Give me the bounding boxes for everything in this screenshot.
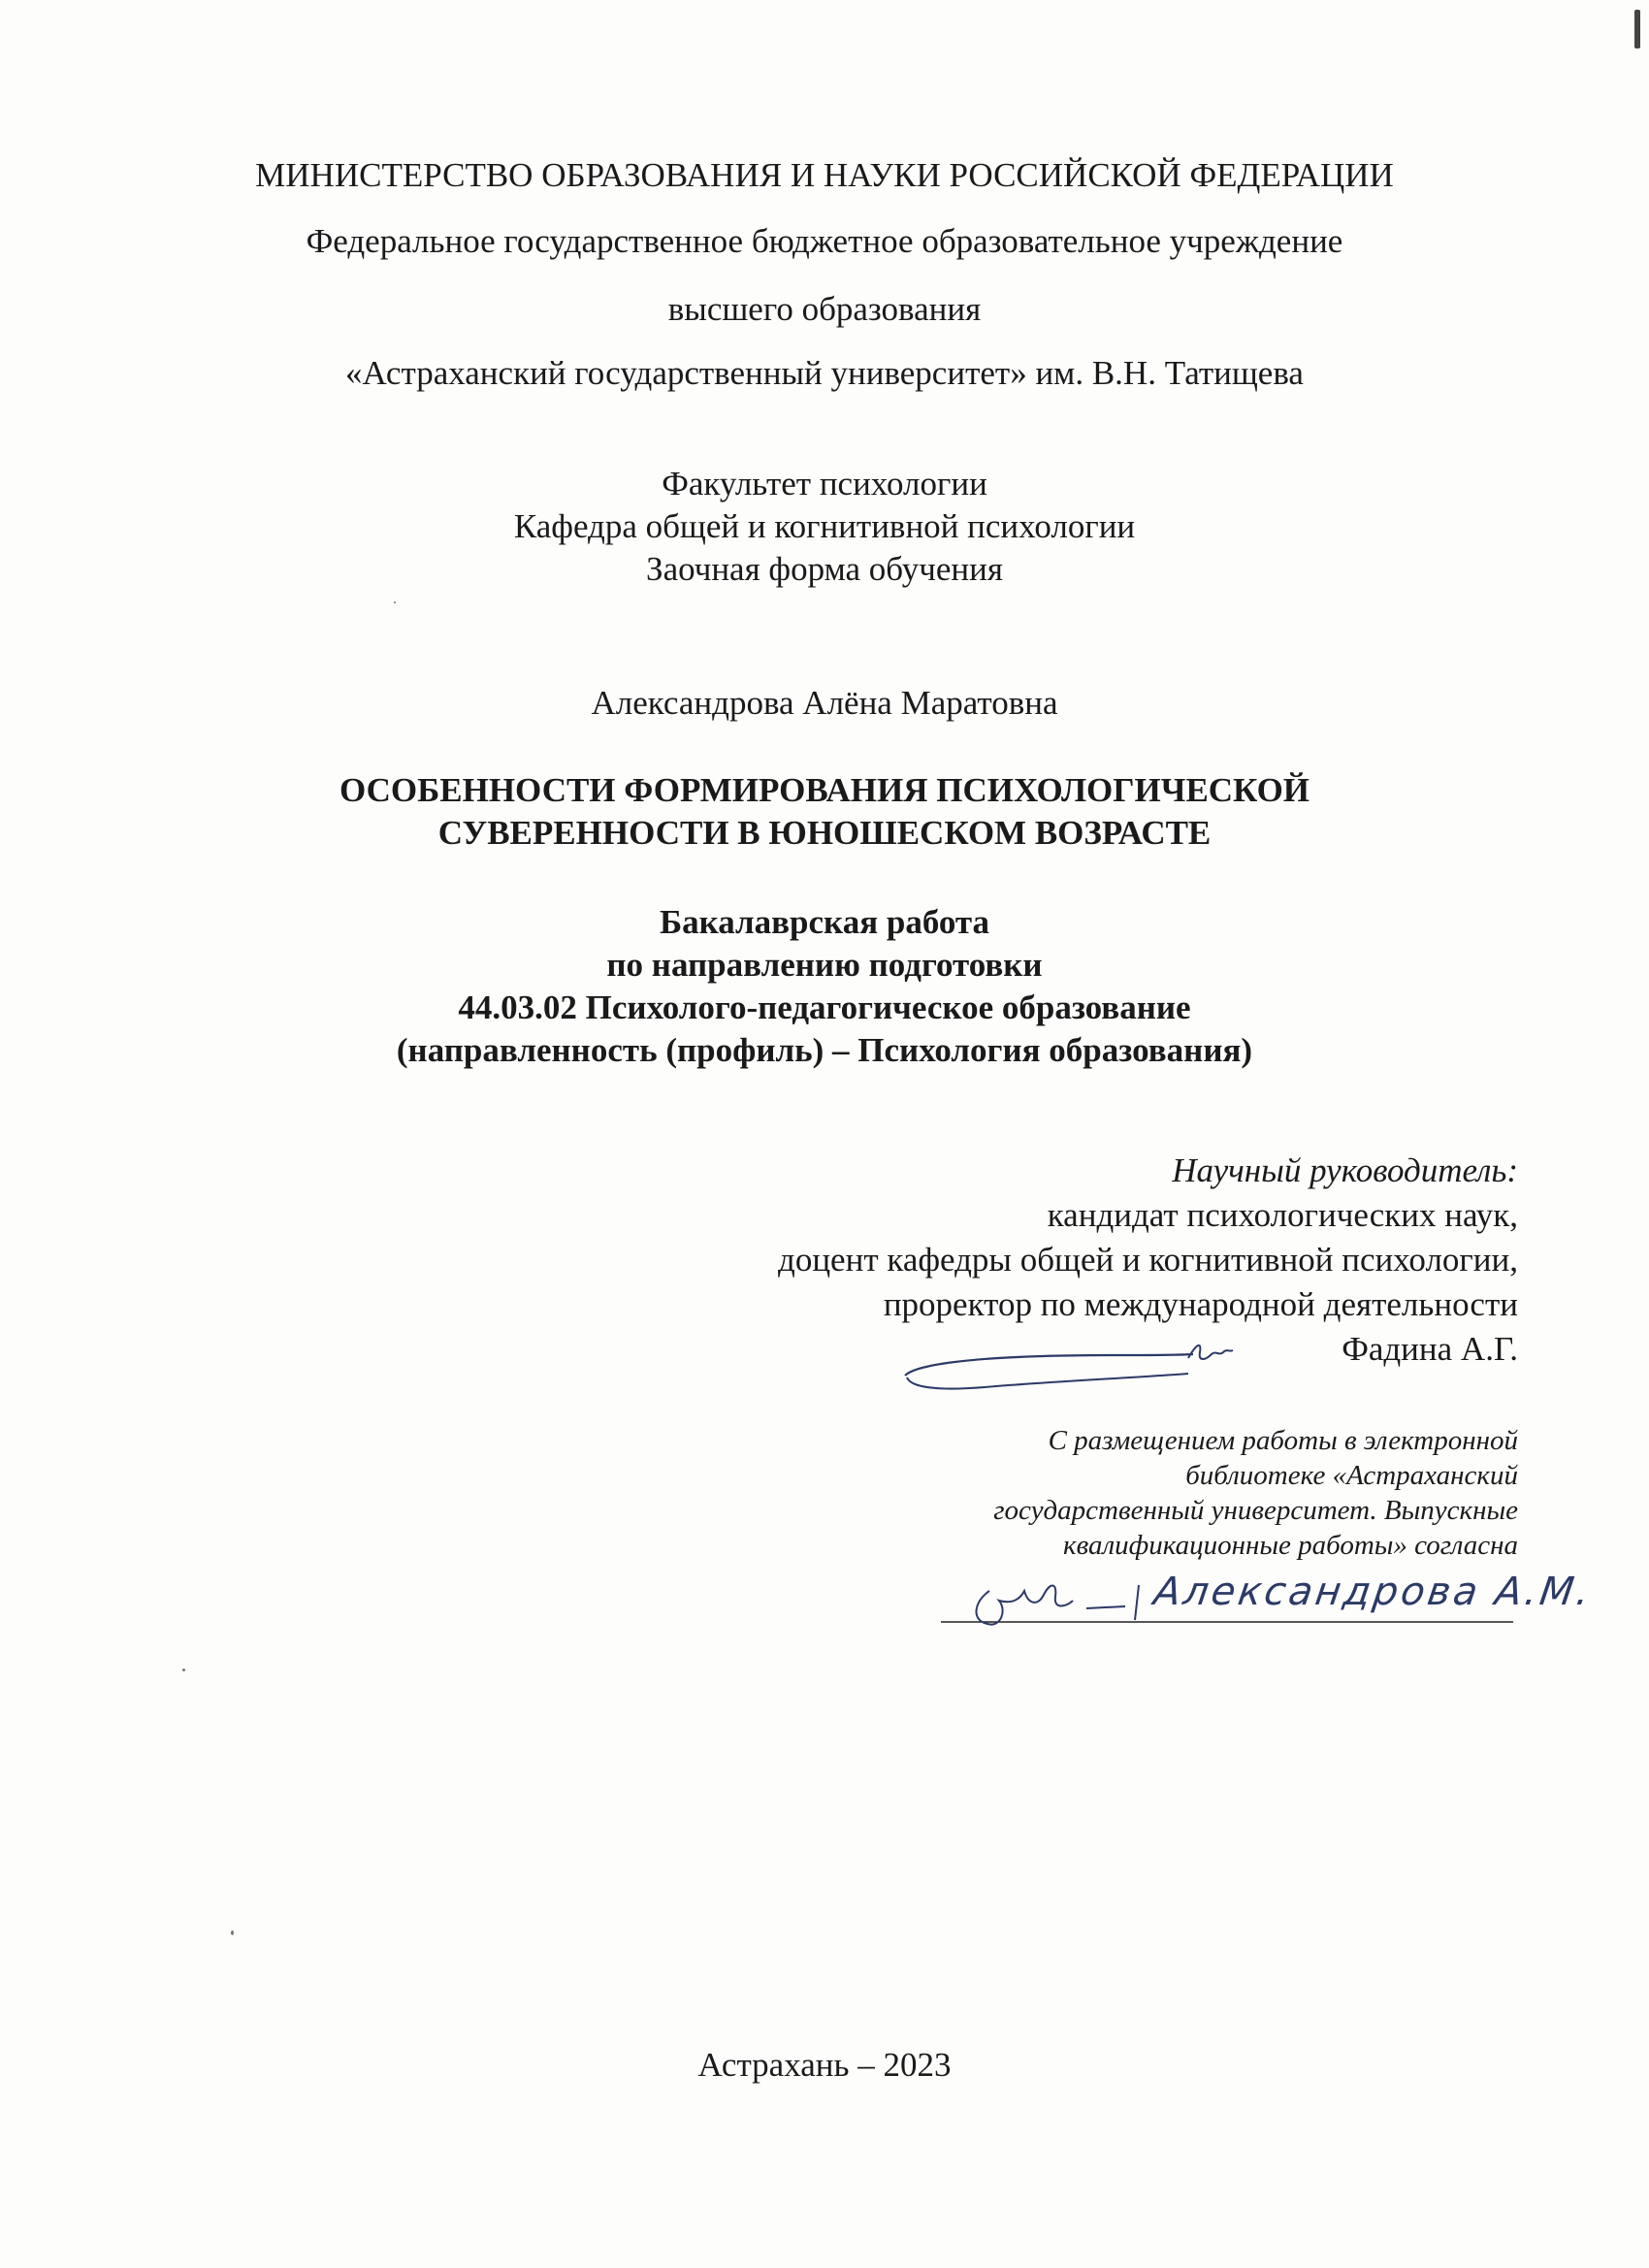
supervisor-degree: кандидат психологических наук,: [1047, 1196, 1518, 1234]
scan-speck: [231, 1930, 234, 1935]
supervisor-label: Научный руководитель:: [1172, 1151, 1518, 1189]
supervisor-name: Фадина А.Г.: [1342, 1330, 1518, 1368]
ministry-heading: МИНИСТЕРСТВО ОБРАЗОВАНИЯ И НАУКИ РОССИЙСКОЙ ФЕДЕРАЦИИ: [255, 156, 1394, 194]
thesis-title-line-2: СУВЕРЕННОСТИ В ЮНОШЕСКОМ ВОЗРАСТЕ: [437, 814, 1212, 852]
scan-speck: [394, 601, 396, 603]
consent-line-4: квалификационные работы» согласна: [1063, 1530, 1518, 1561]
consent-line-1: С размещением работы в электронной: [1048, 1425, 1518, 1456]
direction-label: по направлению подготовки: [606, 946, 1043, 984]
consent-line-2: библиотеке «Астраханский: [1185, 1460, 1518, 1491]
supervisor-position: доцент кафедры общей и когнитивной психологии,: [778, 1241, 1518, 1279]
city-year: Астрахань – 2023: [697, 2046, 952, 2084]
author-name: Александрова Алёна Маратовна: [591, 684, 1058, 722]
consent-line-3: государственный университет. Выпускные: [993, 1495, 1518, 1526]
direction-code: 44.03.02 Психолого-педагогическое образование: [458, 988, 1191, 1026]
profile-line: (направленность (профиль) – Психология образования): [396, 1031, 1253, 1069]
student-handwritten-name: Александрова А.М.: [1150, 1570, 1596, 1614]
chair-name: Кафедра общей и когнитивной психологии: [513, 507, 1136, 545]
institution-line-3: «Астраханский государственный университет» им. В.Н. Татищева: [345, 354, 1304, 392]
supervisor-role: проректор по международной деятельности: [883, 1285, 1518, 1323]
supervisor-signature: [897, 1329, 1285, 1397]
institution-line-1: Федеральное государственное бюджетное образовательное учреждение: [306, 222, 1343, 260]
faculty-name: Факультет психологии: [662, 465, 987, 502]
scan-speck: [1634, 10, 1640, 49]
study-form: Заочная форма обучения: [646, 550, 1003, 588]
work-type: Бакалаврская работа: [659, 903, 990, 941]
institution-line-2: высшего образования: [667, 290, 982, 328]
scan-speck: [182, 1669, 185, 1671]
thesis-title-line-1: ОСОБЕННОСТИ ФОРМИРОВАНИЯ ПСИХОЛОГИЧЕСКОЙ: [339, 771, 1310, 809]
